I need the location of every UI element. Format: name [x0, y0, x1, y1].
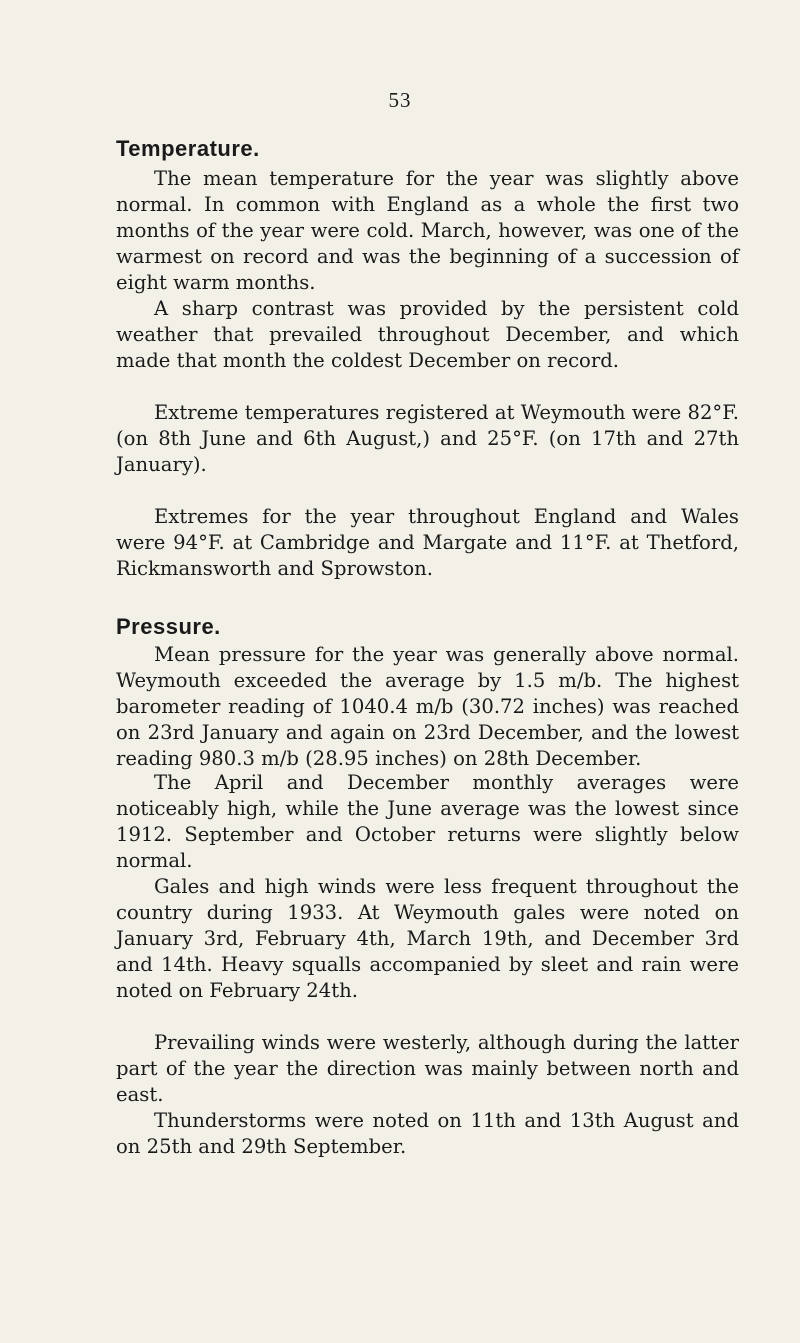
pressure-paragraph-4: Prevailing winds were westerly, although during the latter part of the year the direction was mainly between north and east.: [116, 1031, 739, 1106]
temperature-paragraph-2: A sharp contrast was provided by the persistent cold weather that prevailed throughout December, and which made that month the coldest December on record.: [116, 297, 739, 372]
temperature-paragraph-4: Extremes for the year throughout England and Wales were 94°F. at Cambridge and Margate and 11°F. at Thetford, Rickmansworth and Sprowston.: [116, 505, 739, 580]
section-heading-temperature: Temperature.: [116, 136, 260, 161]
pressure-paragraph-2: The April and December monthly averages were noticeably high, while the June average was the lowest since 1912. September and October returns were slightly below normal.: [116, 771, 739, 872]
section-heading-pressure: Pressure.: [116, 614, 221, 639]
pressure-paragraph-5: Thunderstorms were noted on 11th and 13th August and on 25th and 29th September.: [116, 1109, 739, 1158]
temperature-paragraph-3: Extreme temperatures registered at Weymouth were 82°F. (on 8th June and 6th August,) and 25°F. (on 17th and 27th January).: [116, 401, 739, 476]
pressure-paragraph-3: Gales and high winds were less frequent throughout the country during 1933. At Weymouth gales were noted on January 3rd, February 4th, March 19th, and December 3rd and 14th. Heavy squalls accompanied by sleet and rain were noted on February 24th.: [116, 875, 739, 1002]
pressure-paragraph-1: Mean pressure for the year was generally above normal. Weymouth exceeded the average by 1.5 m/b. The highest barometer reading of 1040.4 m/b (30.72 inches) was reached on 23rd January and again on 23rd December, and the lowest reading 980.3 m/b (28.95 inches) on 28th December.: [116, 643, 739, 770]
temperature-paragraph-1: The mean temperature for the year was slightly above normal. In common with England as a whole the first two months of the year were cold. March, however, was one of the warmest on record and was the beginning of a succession of eight warm months.: [116, 167, 739, 294]
page-number: 53: [388, 88, 412, 112]
